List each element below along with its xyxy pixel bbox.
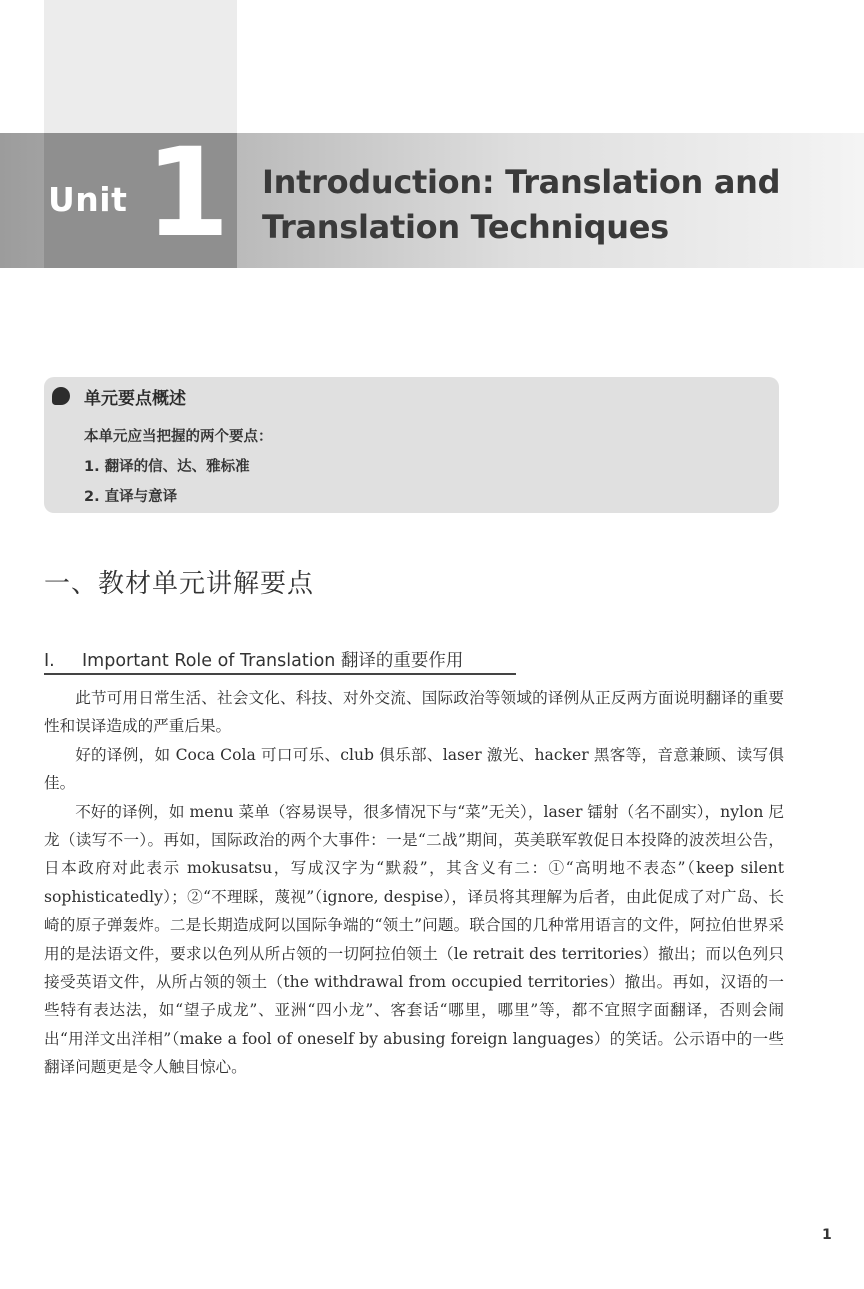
section-title: 一、教材单元讲解要点 — [44, 569, 315, 599]
unit-title-line-1: Introduction: Translation and — [262, 163, 781, 201]
unit-number: 1 — [145, 122, 230, 264]
unit-title-line-2: Translation Techniques — [262, 208, 669, 246]
paragraph: 不好的译例，如 menu 菜单（容易误导，很多情况下与“菜”无关），laser 镭射（名不副实），nylon 尼龙（读写不一）。再如，国际政治的两个大事件：一是“二战”期间，英美联军敦促日本投降的波茨坦公告，日本政府对此表示 mokusatsu，写成汉字为“默殺”，其含义有二：①“高明地不表态”（keep silent sophisticatedly）；②“不理睬，蔑视”（ignore, despise），译员将其理解为后者，由此促成了对广岛、长崎的原子弹轰炸。二是长期造成阿以国际争端的“领土”问题。联合国的几种常用语言的文件，阿拉伯世界采用的是法语文件，要求以色列从所占领的一切阿拉伯领土（le retrait des territories）撤出；而以色列只接受英语文件，从所占领的领土（the withdrawal from occupied territories）撤出。再如，汉语的一些特有表达法，如“望子成龙”、亚洲“四小龙”、客套话“哪里，哪里”等，都不宜照字面翻译，否则会闹出“用洋文出洋相”（make a fool of oneself by abusing foreign languages）的笑话。公示语中的一些翻译问题更是令人触目惊心。 — [44, 802, 784, 1077]
subsection-label: Important Role of Translation 翻译的重要作用 — [82, 651, 464, 671]
paragraph: 此节可用日常生活、社会文化、科技、对外交流、国际政治等领域的译例从正反两方面说明翻译的重要性和误译造成的严重后果。 — [44, 689, 784, 736]
summary-point-2: 2. 直译与意译 — [84, 489, 178, 505]
summary-intro: 本单元应当把握的两个要点： — [84, 429, 273, 445]
subsection-underline — [44, 673, 516, 675]
subsection-title — [44, 647, 463, 672]
paragraph: 好的译例，如 Coca Cola 可口可乐、club 俱乐部、laser 激光、hacker 黑客等，音意兼顾、读写俱佳。 — [44, 745, 784, 793]
page-number: 1 — [822, 1227, 832, 1243]
unit-label: Unit — [48, 180, 128, 219]
summary-point-1: 1. 翻译的信、达、雅标准 — [84, 459, 250, 475]
bullet-icon — [52, 387, 70, 405]
subsection-number: I. — [44, 651, 55, 671]
body-text — [44, 684, 784, 1082]
unit-title — [262, 160, 780, 250]
summary-heading: 单元要点概述 — [84, 389, 186, 409]
